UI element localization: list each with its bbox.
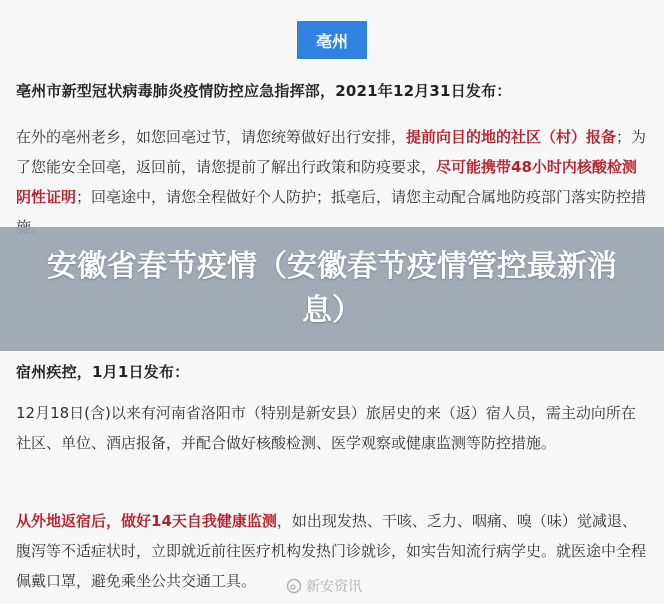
section1-text-c: ；为了您能安全回亳，返回前，请您提前了解出行政策和防疫要求，	[16, 128, 647, 176]
section2-paragraph-1: 12月18日(含)以来有河南省洛阳市（特别是新安县）旅居史的来（返）宿人员，需主动向所在社区、单位、酒店报备，并配合做好核酸检测、医学观察或健康监测等防控措施。	[16, 404, 636, 452]
section1-emphasis-report: 提前向目的地的社区（村）报备	[406, 128, 617, 146]
section1-heading: 亳州市新型冠状病毒肺炎疫情防控应急指挥部，2021年12月31日发布：	[16, 82, 512, 100]
weibo-icon	[286, 578, 302, 594]
overlay-title: 安徽省春节疫情（安徽春节疫情管控最新消息）	[47, 249, 617, 328]
section1-text-e: ；回亳途中，请您全程做好个人防护；抵亳后，请您主动配合属地防疫部门落实防控措	[76, 188, 647, 206]
section1-emphasis-nucleic-test: 尽可能携带48小时内核酸检测阴性证明	[16, 158, 637, 206]
section2-emphasis-self-monitor: 从外地返宿后，做好14天自我健康监测	[16, 512, 277, 530]
section1-paragraph	[16, 122, 648, 242]
section2-heading: 宿州疾控，1月1日发布：	[16, 363, 190, 381]
city-tag: 亳州	[297, 21, 367, 59]
title-overlay-banner	[0, 227, 664, 351]
watermark-text: 新安资讯	[306, 579, 362, 595]
source-watermark	[286, 576, 362, 596]
section1-text-a: 在外的亳州老乡，如您回亳过节，请您统筹做好出行安排，	[16, 128, 407, 146]
section2-text-rest: ，如出现发热、干咳、乏力、咽痛、嗅（味）觉减退、腹泻等不适症状时，立即就近前往医疗机构发热门诊就诊，如实告知流行病学史。就医途中全程佩戴口罩，避免乘坐公共交通工具。	[16, 512, 647, 590]
